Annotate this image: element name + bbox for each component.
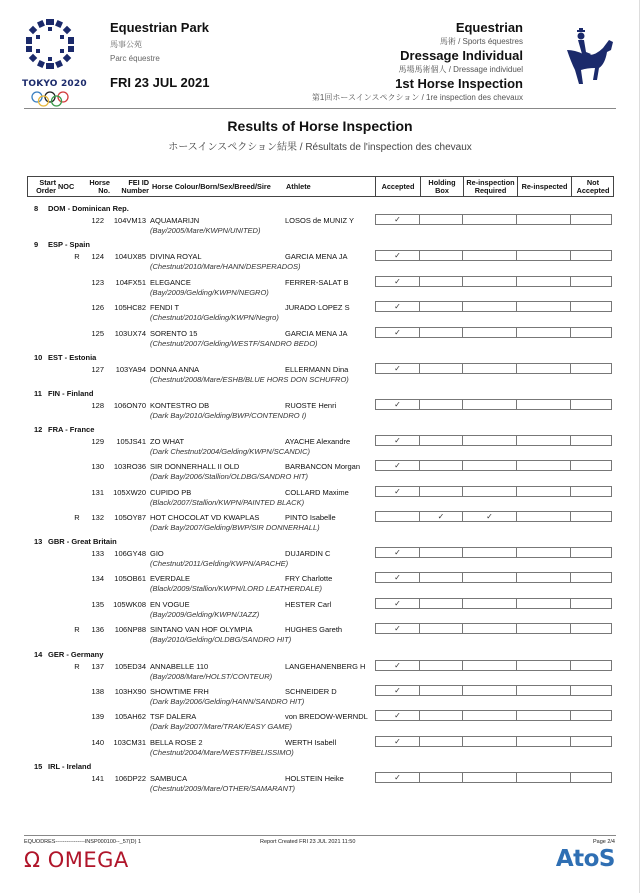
- atos-logo: AtoS: [555, 846, 615, 872]
- reinspection-required-box: ✓: [462, 512, 516, 521]
- accepted-box: ✓: [394, 302, 401, 311]
- start-order: 13: [34, 537, 43, 546]
- athlete-name: DUJARDIN C: [285, 549, 331, 558]
- col-reinspected: Re-inspected: [517, 177, 571, 196]
- reinspected-box: [516, 436, 570, 445]
- venue-name-jp: 馬事公苑: [110, 40, 142, 49]
- col-athlete: Athlete: [286, 181, 311, 191]
- athlete-name: BARBANCON Morgan: [285, 462, 361, 471]
- table-row: [0, 461, 640, 487]
- horse-number: 138: [91, 687, 104, 696]
- horse-description: (Black/2009/Stallion/KWPN/LORD LEATHERDALE): [150, 584, 323, 593]
- noc-group-header: [34, 240, 90, 249]
- table-row: [0, 251, 640, 277]
- athlete-name: HUGHES Gareth: [285, 625, 343, 634]
- holding-box: [419, 400, 462, 409]
- reinspected-box: [516, 737, 570, 746]
- reinspection-required-box: [462, 364, 516, 373]
- reinspection-required-box: [462, 277, 516, 286]
- table-row: [0, 624, 640, 650]
- inspection-status-boxes: [375, 435, 612, 446]
- holding-box: [419, 548, 462, 557]
- fei-id: 105OY87: [114, 513, 146, 522]
- holding-box: [419, 711, 462, 720]
- horse-description: (Chestnut/2010/Gelding/KWPN/Negro): [150, 313, 279, 322]
- reinspected-box: [516, 328, 570, 337]
- horse-number: 134: [91, 574, 104, 583]
- horse-name: CUPIDO PB: [150, 488, 192, 497]
- not-accepted-box: [570, 573, 611, 582]
- not-accepted-box: [570, 487, 611, 496]
- horse-description: (Bay/2009/Gelding/KWPN/JAZZ): [150, 610, 260, 619]
- reinspected-box: [516, 573, 570, 582]
- athlete-name: von BREDOW-WERNDL: [285, 712, 368, 721]
- not-accepted-box: [570, 773, 611, 782]
- not-accepted-box: [570, 364, 611, 373]
- accepted-box: ✓: [394, 461, 401, 470]
- venue-name: Equestrian Park: [110, 20, 209, 35]
- start-order: 11: [34, 389, 42, 398]
- start-order: 10: [34, 353, 43, 362]
- table-row: [0, 661, 640, 687]
- horse-number: 125: [91, 329, 104, 338]
- accepted-box: ✓: [394, 487, 401, 496]
- not-accepted-box: [570, 711, 611, 720]
- noc-name: FIN - Finland: [48, 389, 94, 398]
- accepted-box: ✓: [394, 624, 401, 633]
- inspection-status-boxes: [375, 301, 612, 312]
- horse-number: 136: [91, 625, 104, 634]
- fei-id: 105HC82: [114, 303, 146, 312]
- horse-description: (Dark Bay/2006/Gelding/HANN/SANDRO HIT): [150, 697, 305, 706]
- horse-name: DIVINA ROYAL: [150, 252, 202, 261]
- accepted-box: ✓: [394, 328, 401, 337]
- reinspected-box: [516, 400, 570, 409]
- holding-box: [419, 737, 462, 746]
- athlete-name: JURADO LOPEZ S: [285, 303, 350, 312]
- horse-name: DONNA ANNA: [150, 365, 200, 374]
- reinspected-box: [516, 487, 570, 496]
- reinspected-box: [516, 302, 570, 311]
- inspection-status-boxes: [375, 276, 612, 287]
- event-date: FRI 23 JUL 2021: [110, 75, 210, 90]
- inspection-status-boxes: [375, 363, 612, 374]
- not-accepted-box: [570, 661, 611, 670]
- fei-id: 103YA94: [115, 365, 146, 374]
- horse-name: SORENTO 15: [150, 329, 198, 338]
- reserve-flag: R: [74, 625, 80, 634]
- horse-number: 124: [91, 252, 104, 261]
- accepted-box: ✓: [394, 277, 401, 286]
- not-accepted-box: [570, 548, 611, 557]
- athlete-name: ELLERMANN Dina: [285, 365, 349, 374]
- not-accepted-box: [570, 686, 611, 695]
- horse-description: (Bay/2010/Gelding/OLDBG/SANDRO HIT): [150, 635, 292, 644]
- holding-box: [419, 624, 462, 633]
- phase-name: 1st Horse Inspection: [395, 76, 523, 91]
- table-row: [0, 215, 640, 241]
- table-row: [0, 686, 640, 712]
- athlete-name: FRY Charlotte: [285, 574, 333, 583]
- inspection-status-boxes: [375, 460, 612, 471]
- holding-box: [419, 302, 462, 311]
- horse-number: 139: [91, 712, 104, 721]
- horse-number: 127: [91, 365, 104, 374]
- noc-group-header: [34, 353, 96, 362]
- inspection-status-boxes: [375, 250, 612, 261]
- event-name-sub: 馬場馬術個人 / Dressage individuel: [398, 65, 523, 74]
- holding-box: [419, 215, 462, 224]
- holding-box: [419, 686, 462, 695]
- accepted-box: ✓: [394, 686, 401, 695]
- horse-description: (Chestnut/2004/Mare/WESTF/BELISSIMO): [150, 748, 294, 757]
- horse-number: 130: [91, 462, 104, 471]
- table-row: [0, 328, 640, 354]
- horse-name: SAMBUCA: [150, 774, 188, 783]
- report-code: EQUODRES----------------INSP000100--_57(D) 1: [24, 839, 142, 845]
- accepted-box: ✓: [394, 436, 401, 445]
- not-accepted-box: [570, 512, 611, 521]
- accepted-box: ✓: [394, 400, 401, 409]
- horse-number: 135: [91, 600, 104, 609]
- reserve-flag: R: [74, 513, 80, 522]
- not-accepted-box: [570, 737, 611, 746]
- not-accepted-box: [570, 277, 611, 286]
- reinspection-required-box: [462, 599, 516, 608]
- athlete-name: SCHNEIDER D: [285, 687, 337, 696]
- fei-id: 106GY48: [114, 549, 146, 558]
- fei-id: 104UX85: [114, 252, 146, 261]
- horse-name: BELLA ROSE 2: [150, 738, 203, 747]
- fei-id: 105AH62: [114, 712, 146, 721]
- noc-name: IRL - Ireland: [48, 762, 92, 771]
- horse-description: (Chestnut/2009/Mare/OTHER/SAMARANT): [150, 784, 296, 793]
- athlete-name: FERRER-SALAT B: [285, 278, 349, 287]
- horse-name: GIO: [150, 549, 164, 558]
- inspection-status-boxes: [375, 772, 612, 783]
- tokyo-2020-wordmark: TOKYO 2020: [22, 79, 87, 89]
- table-row: [0, 277, 640, 303]
- sport-name: Equestrian: [455, 20, 523, 35]
- athlete-name: GARCIA MENA JA: [285, 252, 348, 261]
- not-accepted-box: [570, 302, 611, 311]
- reinspected-box: [516, 548, 570, 557]
- inspection-status-boxes: [375, 327, 612, 338]
- holding-box: [419, 251, 462, 260]
- fei-id: 104FX51: [115, 278, 146, 287]
- col-not-accepted: Not Accepted: [571, 177, 614, 196]
- horse-name: SIR DONNERHALL II OLD: [150, 462, 240, 471]
- inspection-status-boxes: [375, 736, 612, 747]
- footer-divider: [24, 835, 616, 836]
- col-noc: NOC: [58, 181, 75, 191]
- not-accepted-box: [570, 400, 611, 409]
- horse-description: (Chestnut/2007/Gelding/WESTF/SANDRO BEDO): [150, 339, 318, 348]
- holding-box: [419, 277, 462, 286]
- reinspection-required-box: [462, 773, 516, 782]
- table-row: [0, 400, 640, 426]
- accepted-box: ✓: [394, 599, 401, 608]
- fei-id: 104VM13: [113, 216, 146, 225]
- fei-id: 105OB61: [114, 574, 146, 583]
- athlete-name: LOSOS de MUNIZ Y: [285, 216, 355, 225]
- phase-name-sub: 第1回ホースインスペクション / 1re inspection des chevaux: [311, 93, 523, 102]
- holding-box: [419, 573, 462, 582]
- col-fei-id: FEI ID Number: [121, 177, 149, 195]
- horse-description: (Bay/2005/Mare/KWPN/UNITED): [150, 226, 261, 235]
- col-horse: Horse Colour/Born/Sex/Breed/Sire: [152, 181, 271, 191]
- accepted-box: ✓: [394, 573, 401, 582]
- start-order: 15: [34, 762, 43, 771]
- fei-id: 103UX74: [114, 329, 146, 338]
- not-accepted-box: [570, 436, 611, 445]
- reinspected-box: [516, 251, 570, 260]
- horse-number: 141: [91, 774, 104, 783]
- fei-id: 105WK08: [113, 600, 146, 609]
- noc-name: ESP - Spain: [48, 240, 90, 249]
- horse-description: (Bay/2009/Gelding/KWPN/NEGRO): [150, 288, 269, 297]
- page-number: Page 2/4: [592, 839, 615, 845]
- reinspected-box: [516, 773, 570, 782]
- not-accepted-box: [570, 461, 611, 470]
- horse-name: KONTESTRO DB: [150, 401, 210, 410]
- athlete-name: GARCIA MENA JA: [285, 329, 348, 338]
- horse-description: (Chestnut/2010/Mare/HANN/DESPERADOS): [150, 262, 301, 271]
- holding-box: [419, 436, 462, 445]
- table-row: [0, 487, 640, 513]
- table-row: [0, 773, 640, 799]
- reinspection-required-box: [462, 215, 516, 224]
- holding-box: [419, 773, 462, 782]
- horse-name: HOT CHOCOLAT VD KWAPLAS: [150, 513, 260, 522]
- horse-number: 122: [91, 216, 104, 225]
- horse-number: 126: [91, 303, 104, 312]
- inspection-status-boxes: [375, 399, 612, 410]
- horse-description: (Dark Bay/2010/Gelding/BWP/CONTENDRO I): [150, 411, 307, 420]
- inspection-status-boxes: [375, 598, 612, 609]
- report-created: Report Created FRI 23 JUL 2021 11:50: [260, 839, 356, 845]
- athlete-name: PINTO Isabelle: [285, 513, 336, 522]
- not-accepted-box: [570, 328, 611, 337]
- reinspection-required-box: [462, 302, 516, 311]
- fei-id: 103RO36: [113, 462, 146, 471]
- accepted-box: ✓: [394, 548, 401, 557]
- holding-box: [419, 461, 462, 470]
- reserve-flag: R: [74, 662, 80, 671]
- horse-name: FENDI T: [150, 303, 180, 312]
- athlete-name: LANGEHANENBERG H: [285, 662, 366, 671]
- horse-description: (Dark Chestnut/2004/Gelding/KWPN/SCANDIC): [150, 447, 311, 456]
- table-row: [0, 302, 640, 328]
- page-subtitle: ホースインスペクション結果 / Résultats de l'inspection des chevaux: [168, 142, 472, 153]
- reinspection-required-box: [462, 400, 516, 409]
- reinspection-required-box: [462, 737, 516, 746]
- fei-id: 105JS41: [116, 437, 146, 446]
- fei-id: 105ED34: [114, 662, 146, 671]
- inspection-status-boxes: [375, 547, 612, 558]
- noc-name: GER - Germany: [48, 650, 104, 659]
- horse-name: ELEGANCE: [150, 278, 191, 287]
- horse-number: 131: [91, 488, 104, 497]
- noc-group-header: [34, 650, 103, 659]
- table-row: [0, 599, 640, 625]
- horse-name: EVERDALE: [150, 574, 191, 583]
- noc-group-header: [34, 537, 117, 546]
- table-row: [0, 737, 640, 763]
- athlete-name: AYACHE Alexandre: [285, 437, 351, 446]
- holding-box: [419, 328, 462, 337]
- reserve-flag: R: [74, 252, 80, 261]
- noc-name: FRA - France: [48, 425, 95, 434]
- athlete-name: COLLARD Maxime: [285, 488, 349, 497]
- fei-id: 105XW20: [113, 488, 146, 497]
- fei-id: 106ON70: [113, 401, 146, 410]
- inspection-status-boxes: [375, 623, 612, 634]
- inspection-status-boxes: [375, 685, 612, 696]
- reinspected-box: [516, 277, 570, 286]
- horse-name: SINTANO VAN HOF OLYMPIA: [150, 625, 253, 634]
- horse-name: ANNABELLE 110: [150, 662, 209, 671]
- not-accepted-box: [570, 599, 611, 608]
- reinspected-box: [516, 461, 570, 470]
- inspection-status-boxes: [375, 214, 612, 225]
- athlete-name: HOLSTEIN Heike: [285, 774, 344, 783]
- col-start-order: Start Order: [36, 177, 56, 195]
- not-accepted-box: [570, 215, 611, 224]
- inspection-status-boxes: [375, 660, 612, 671]
- inspection-status-boxes: [375, 710, 612, 721]
- holding-box: [419, 599, 462, 608]
- reinspection-required-box: [462, 487, 516, 496]
- noc-group-header: [34, 762, 91, 771]
- start-order: 9: [34, 240, 39, 249]
- horse-number: 123: [91, 278, 104, 287]
- reinspected-box: [516, 711, 570, 720]
- noc-name: GBR - Great Britain: [48, 537, 117, 546]
- horse-description: (Dark Bay/2007/Mare/TRAK/EASY GAME): [150, 722, 292, 731]
- horse-number: 129: [91, 437, 104, 446]
- start-order: 8: [34, 204, 39, 213]
- horse-number: 137: [91, 662, 104, 671]
- horse-description: (Black/2007/Stallion/KWPN/PAINTED BLACK): [150, 498, 305, 507]
- athlete-name: RUOSTE Henri: [285, 401, 337, 410]
- inspection-status-boxes: [375, 511, 612, 522]
- horse-description: (Bay/2008/Mare/HOLST/CONTEUR): [150, 672, 273, 681]
- not-accepted-box: [570, 624, 611, 633]
- holding-box: [419, 487, 462, 496]
- col-holding-box: Holding Box: [420, 177, 463, 196]
- event-name: Dressage Individual: [400, 48, 523, 63]
- table-row: [0, 573, 640, 599]
- holding-box: ✓: [419, 512, 462, 521]
- inspection-status-boxes: [375, 486, 612, 497]
- horse-name: EN VOGUE: [150, 600, 190, 609]
- reinspection-required-box: [462, 328, 516, 337]
- reinspection-required-box: [462, 548, 516, 557]
- horse-number: 140: [91, 738, 104, 747]
- fei-id: 103HX90: [114, 687, 146, 696]
- table-row: [0, 548, 640, 574]
- horse-description: (Dark Bay/2006/Stallion/OLDBG/SANDRO HIT): [150, 472, 308, 481]
- fei-id: 103CM31: [113, 738, 146, 747]
- accepted-box: ✓: [394, 773, 401, 782]
- reinspected-box: [516, 686, 570, 695]
- accepted-box: ✓: [394, 215, 401, 224]
- not-accepted-box: [570, 251, 611, 260]
- start-order: 14: [34, 650, 43, 659]
- noc-group-header: [34, 425, 94, 434]
- table-row: [0, 436, 640, 462]
- reinspection-required-box: [462, 711, 516, 720]
- noc-group-header: [34, 389, 93, 398]
- athlete-name: HESTER Carl: [285, 600, 332, 609]
- athlete-name: WERTH Isabell: [285, 738, 337, 747]
- horse-description: (Chestnut/2011/Gelding/KWPN/APACHE): [150, 559, 289, 568]
- accepted-box: ✓: [394, 251, 401, 260]
- inspection-status-boxes: [375, 572, 612, 583]
- accepted-box: [376, 512, 419, 521]
- horse-number: 128: [91, 401, 104, 410]
- venue-name-fr: Parc équestre: [110, 54, 160, 63]
- reinspected-box: [516, 661, 570, 670]
- accepted-box: ✓: [394, 737, 401, 746]
- table-row: [0, 364, 640, 390]
- col-accepted: Accepted: [375, 177, 420, 196]
- fei-id: 106DP22: [114, 774, 146, 783]
- reinspected-box: [516, 364, 570, 373]
- holding-box: [419, 661, 462, 670]
- holding-box: [419, 364, 462, 373]
- reinspection-required-box: [462, 436, 516, 445]
- horse-number: 133: [91, 549, 104, 558]
- reinspected-box: [516, 624, 570, 633]
- horse-name: ZO WHAT: [150, 437, 185, 446]
- page-title: Results of Horse Inspection: [227, 118, 413, 134]
- reinspection-required-box: [462, 686, 516, 695]
- horse-description: (Dark Bay/2007/Gelding/BWP/SIR DONNERHALL): [150, 523, 320, 532]
- reinspected-box: [516, 215, 570, 224]
- fei-id: 106NP88: [114, 625, 146, 634]
- accepted-box: ✓: [394, 364, 401, 373]
- horse-name: AQUAMARIJN: [150, 216, 200, 225]
- table-row: [0, 711, 640, 737]
- horse-number: 132: [91, 513, 104, 522]
- accepted-box: ✓: [394, 661, 401, 670]
- accepted-box: ✓: [394, 711, 401, 720]
- sport-name-sub: 馬術 / Sports équestres: [439, 37, 523, 46]
- horse-name: TSF DALERA: [150, 712, 197, 721]
- noc-name: DOM - Dominican Rep.: [48, 204, 129, 213]
- horse-description: (Chestnut/2008/Mare/ESHB/BLUE HORS DON SCHUFRO): [150, 375, 349, 384]
- start-order: 12: [34, 425, 43, 434]
- noc-name: EST - Estonia: [48, 353, 97, 362]
- horse-name: SHOWTIME FRH: [150, 687, 209, 696]
- reinspection-required-box: [462, 461, 516, 470]
- reinspection-required-box: [462, 624, 516, 633]
- reinspection-required-box: [462, 661, 516, 670]
- noc-group-header: [34, 204, 129, 213]
- col-horse-no: Horse No.: [89, 177, 110, 195]
- reinspected-box: [516, 599, 570, 608]
- reinspection-required-box: [462, 251, 516, 260]
- reinspection-required-box: [462, 573, 516, 582]
- reinspected-box: [516, 512, 570, 521]
- omega-logo: Ω OMEGA: [24, 848, 129, 872]
- col-reinspection-required: Re-inspection Required: [463, 177, 517, 196]
- table-row: [0, 512, 640, 538]
